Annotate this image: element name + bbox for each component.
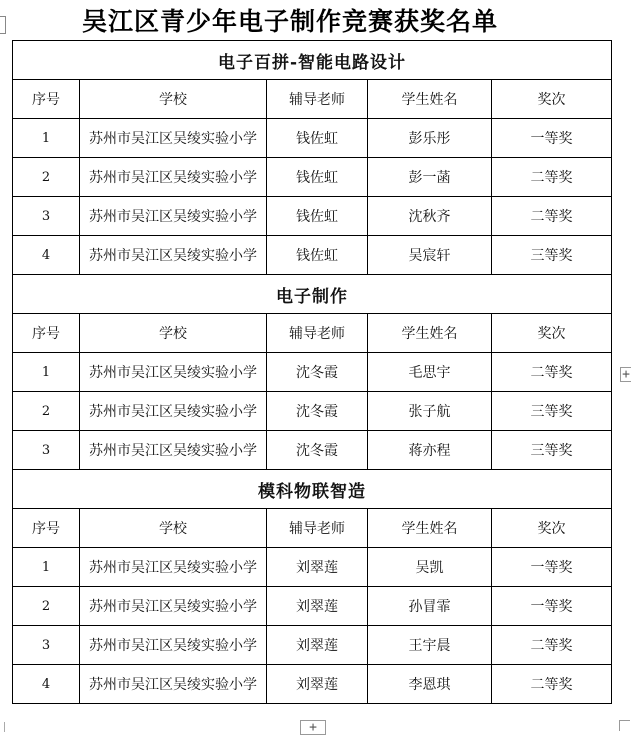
cell-index[interactable]: 1 xyxy=(13,353,80,392)
page-edge-marker xyxy=(0,722,5,732)
cell-school[interactable]: 苏州市吴江区吴绫实验小学 xyxy=(80,587,267,626)
table-row xyxy=(13,119,612,158)
cell-award[interactable]: 二等奖 xyxy=(492,626,612,665)
cell-student[interactable]: 吴凯 xyxy=(368,548,492,587)
header-cell-teacher[interactable]: 辅导老师 xyxy=(267,314,368,353)
header-cell-award[interactable]: 奖次 xyxy=(492,314,612,353)
cell-school[interactable]: 苏州市吴江区吴绫实验小学 xyxy=(80,626,267,665)
header-cell-school[interactable]: 学校 xyxy=(80,509,267,548)
cell-teacher[interactable]: 钱佐虹 xyxy=(267,236,368,275)
cell-school[interactable]: 苏州市吴江区吴绫实验小学 xyxy=(80,392,267,431)
header-cell-award[interactable]: 奖次 xyxy=(492,80,612,119)
cell-award[interactable]: 一等奖 xyxy=(492,548,612,587)
header-cell-teacher[interactable]: 辅导老师 xyxy=(267,509,368,548)
cell-school[interactable]: 苏州市吴江区吴绫实验小学 xyxy=(80,353,267,392)
table-row xyxy=(13,392,612,431)
cell-index[interactable]: 1 xyxy=(13,119,80,158)
cell-teacher[interactable]: 刘翠莲 xyxy=(267,665,368,704)
cell-award[interactable]: 二等奖 xyxy=(492,665,612,704)
section-row xyxy=(13,41,612,80)
cell-teacher[interactable]: 钱佐虹 xyxy=(267,197,368,236)
cell-index[interactable]: 4 xyxy=(13,665,80,704)
cell-index[interactable]: 4 xyxy=(13,236,80,275)
header-cell-index[interactable]: 序号 xyxy=(13,80,80,119)
header-cell-student[interactable]: 学生姓名 xyxy=(368,314,492,353)
cell-index[interactable]: 1 xyxy=(13,548,80,587)
header-row xyxy=(13,509,612,548)
section-title[interactable]: 电子制作 xyxy=(13,275,612,314)
cell-award[interactable]: 三等奖 xyxy=(492,392,612,431)
table-row xyxy=(13,626,612,665)
cell-award[interactable]: 一等奖 xyxy=(492,119,612,158)
cell-student[interactable]: 沈秋齐 xyxy=(368,197,492,236)
header-cell-school[interactable]: 学校 xyxy=(80,314,267,353)
cell-award[interactable]: 二等奖 xyxy=(492,158,612,197)
header-cell-index[interactable]: 序号 xyxy=(13,509,80,548)
add-column-button[interactable]: + xyxy=(620,367,631,382)
cell-teacher[interactable]: 刘翠莲 xyxy=(267,587,368,626)
section-title[interactable]: 模科物联智造 xyxy=(13,470,612,509)
cell-teacher[interactable]: 沈冬霞 xyxy=(267,392,368,431)
table-row xyxy=(13,587,612,626)
cell-school[interactable]: 苏州市吴江区吴绫实验小学 xyxy=(80,236,267,275)
table-row xyxy=(13,548,612,587)
cell-school[interactable]: 苏州市吴江区吴绫实验小学 xyxy=(80,119,267,158)
cell-award[interactable]: 三等奖 xyxy=(492,431,612,470)
cell-student[interactable]: 王宇晨 xyxy=(368,626,492,665)
awards-table xyxy=(12,40,612,704)
header-cell-award[interactable]: 奖次 xyxy=(492,509,612,548)
section-row xyxy=(13,275,612,314)
cell-teacher[interactable]: 钱佐虹 xyxy=(267,119,368,158)
table-row xyxy=(13,665,612,704)
cell-teacher[interactable]: 沈冬霞 xyxy=(267,353,368,392)
section-title[interactable]: 电子百拼-智能电路设计 xyxy=(13,41,612,80)
cell-index[interactable]: 2 xyxy=(13,587,80,626)
add-row-button[interactable]: + xyxy=(300,720,326,735)
cell-student[interactable]: 蒋亦程 xyxy=(368,431,492,470)
cell-teacher[interactable]: 刘翠莲 xyxy=(267,626,368,665)
table-row xyxy=(13,197,612,236)
cell-award[interactable]: 二等奖 xyxy=(492,353,612,392)
table-resize-handle[interactable] xyxy=(619,720,630,731)
cell-index[interactable]: 2 xyxy=(13,158,80,197)
cell-teacher[interactable]: 刘翠莲 xyxy=(267,548,368,587)
cell-student[interactable]: 张子航 xyxy=(368,392,492,431)
cell-student[interactable]: 吴宸轩 xyxy=(368,236,492,275)
cell-school[interactable]: 苏州市吴江区吴绫实验小学 xyxy=(80,431,267,470)
header-cell-student[interactable]: 学生姓名 xyxy=(368,80,492,119)
cell-award[interactable]: 三等奖 xyxy=(492,236,612,275)
header-cell-teacher[interactable]: 辅导老师 xyxy=(267,80,368,119)
cell-school[interactable]: 苏州市吴江区吴绫实验小学 xyxy=(80,665,267,704)
table-row xyxy=(13,431,612,470)
header-cell-index[interactable]: 序号 xyxy=(13,314,80,353)
header-cell-student[interactable]: 学生姓名 xyxy=(368,509,492,548)
table-row xyxy=(13,158,612,197)
header-row xyxy=(13,80,612,119)
cell-teacher[interactable]: 钱佐虹 xyxy=(267,158,368,197)
cell-student[interactable]: 李恩琪 xyxy=(368,665,492,704)
cell-school[interactable]: 苏州市吴江区吴绫实验小学 xyxy=(80,548,267,587)
cell-teacher[interactable]: 沈冬霞 xyxy=(267,431,368,470)
cell-index[interactable]: 2 xyxy=(13,392,80,431)
table-row xyxy=(13,236,612,275)
cell-index[interactable]: 3 xyxy=(13,431,80,470)
cell-student[interactable]: 毛思宇 xyxy=(368,353,492,392)
cell-award[interactable]: 二等奖 xyxy=(492,197,612,236)
cell-index[interactable]: 3 xyxy=(13,197,80,236)
cell-student[interactable]: 孙冒霏 xyxy=(368,587,492,626)
section-row xyxy=(13,470,612,509)
header-cell-school[interactable]: 学校 xyxy=(80,80,267,119)
table-row xyxy=(13,353,612,392)
cell-student[interactable]: 彭一菡 xyxy=(368,158,492,197)
cell-award[interactable]: 一等奖 xyxy=(492,587,612,626)
cell-school[interactable]: 苏州市吴江区吴绫实验小学 xyxy=(80,197,267,236)
header-row xyxy=(13,314,612,353)
document-title: 吴江区青少年电子制作竞赛获奖名单 xyxy=(81,7,498,36)
cell-index[interactable]: 3 xyxy=(13,626,80,665)
cell-student[interactable]: 彭乐彤 xyxy=(368,119,492,158)
cell-school[interactable]: 苏州市吴江区吴绫实验小学 xyxy=(80,158,267,197)
